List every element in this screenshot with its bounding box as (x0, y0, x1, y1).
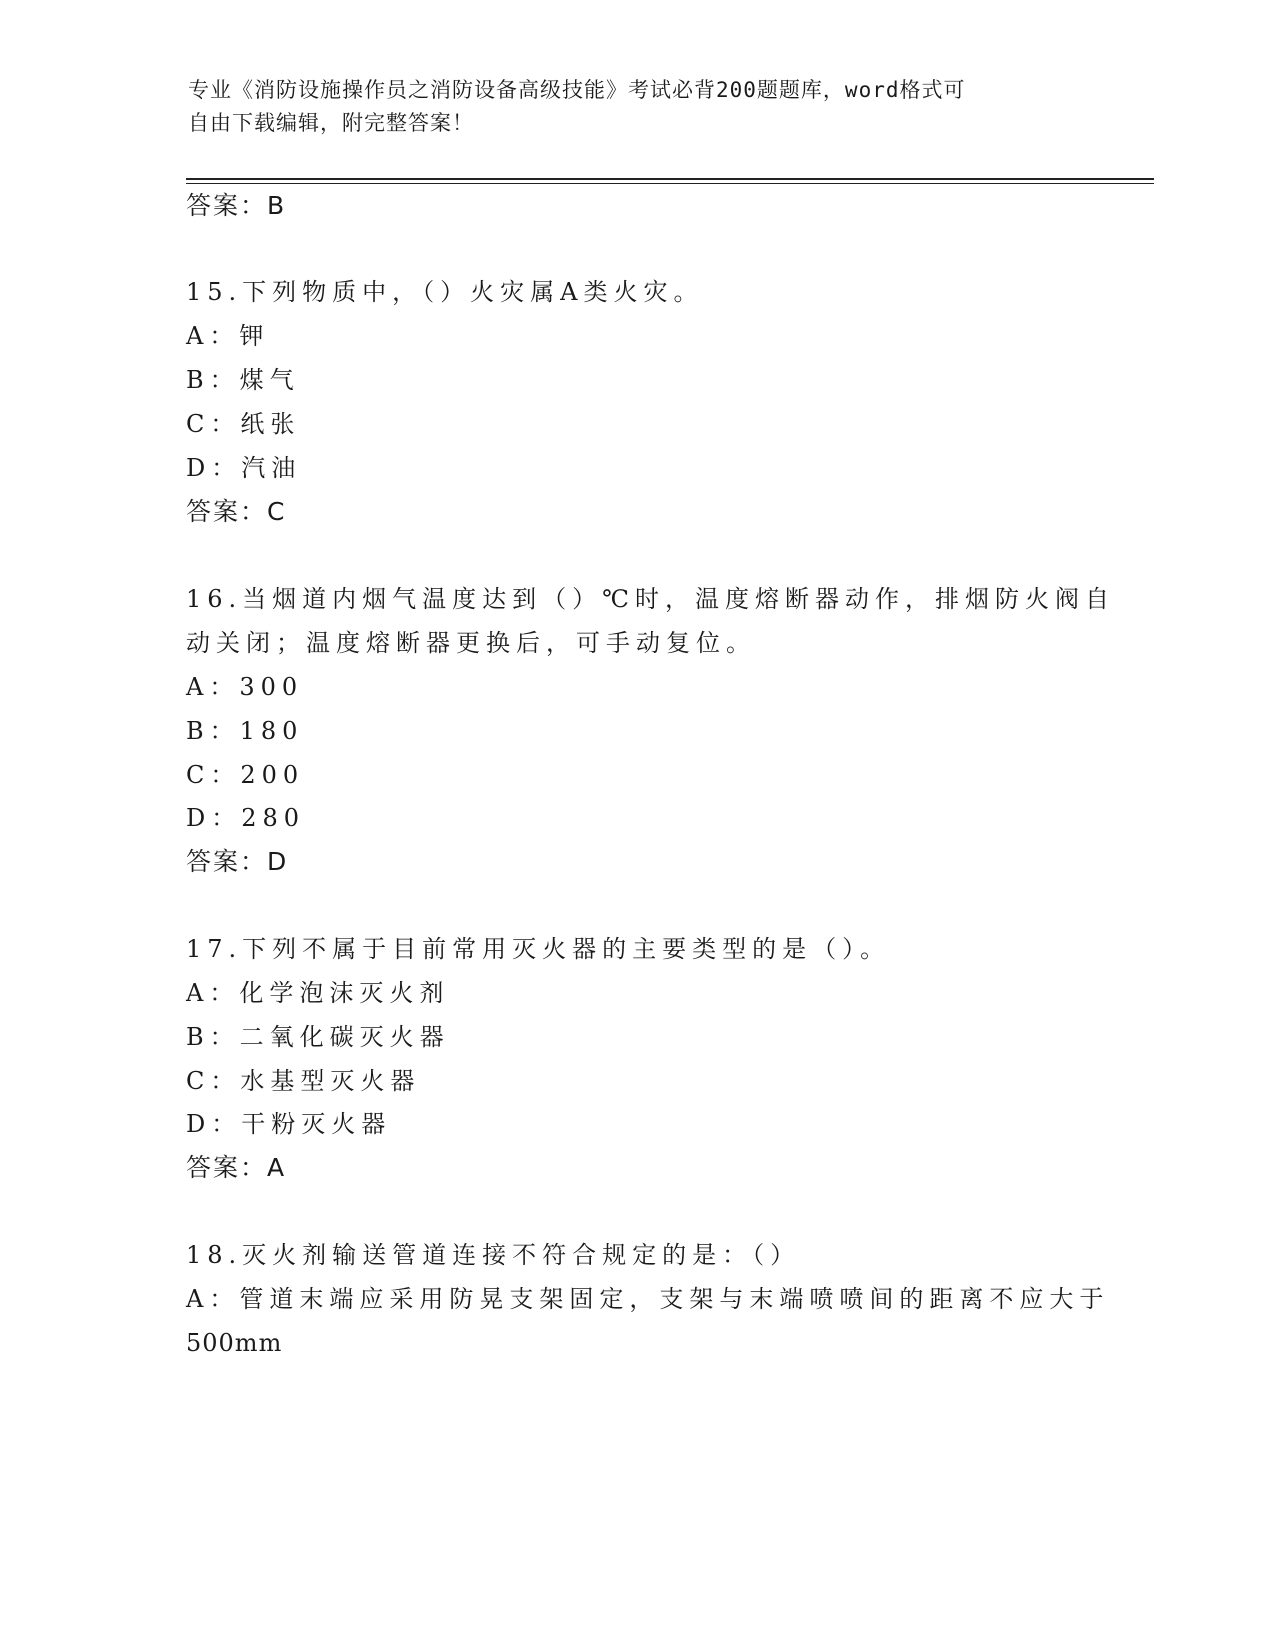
option-b: B：二氧化碳灭火器 (186, 1023, 450, 1051)
question-stem: 17.下列不属于目前常用灭火器的主要类型的是（）。 (186, 935, 891, 963)
option-d: D：干粉灭火器 (186, 1110, 392, 1138)
header-divider-thin (186, 183, 1154, 184)
option-c: C：200 (186, 761, 305, 789)
answer-prev: 答案：B (186, 191, 287, 220)
option-d: D：汽油 (186, 454, 302, 482)
option-a-continued: 500mm (186, 1329, 283, 1357)
option-a: A：钾 (186, 322, 270, 350)
option-a: A：300 (186, 673, 304, 701)
question-stem: 18.灭火剂输送管道连接不符合规定的是：（） (186, 1241, 801, 1269)
option-d: D：280 (186, 804, 306, 832)
question-stem-continued: 动关闭；温度熔断器更换后，可手动复位。 (186, 629, 756, 657)
header-line-2: 自由下载编辑，附完整答案！ (188, 111, 474, 135)
option-b: B：煤气 (186, 366, 300, 394)
document-header (188, 74, 1068, 140)
answer: 答案：D (186, 847, 289, 876)
header-divider-thick (186, 178, 1154, 180)
option-b: B：180 (186, 717, 304, 745)
answer: 答案：C (186, 497, 287, 526)
option-a: A：化学泡沫灭火剂 (186, 979, 450, 1007)
option-a: A：管道末端应采用防晃支架固定，支架与末端喷喷间的距离不应大于 (186, 1285, 1110, 1313)
question-stem: 15.下列物质中，（）火灾属A类火灾。 (186, 278, 704, 306)
option-c: C：水基型灭火器 (186, 1067, 421, 1095)
header-line-1: 专业《消防设施操作员之消防设备高级技能》考试必背200题题库，word格式可 (188, 78, 966, 102)
answer: 答案：A (186, 1153, 287, 1182)
option-c: C：纸张 (186, 410, 301, 438)
question-stem: 16.当烟道内烟气温度达到（）℃时，温度熔断器动作，排烟防火阀自 (186, 585, 1116, 613)
